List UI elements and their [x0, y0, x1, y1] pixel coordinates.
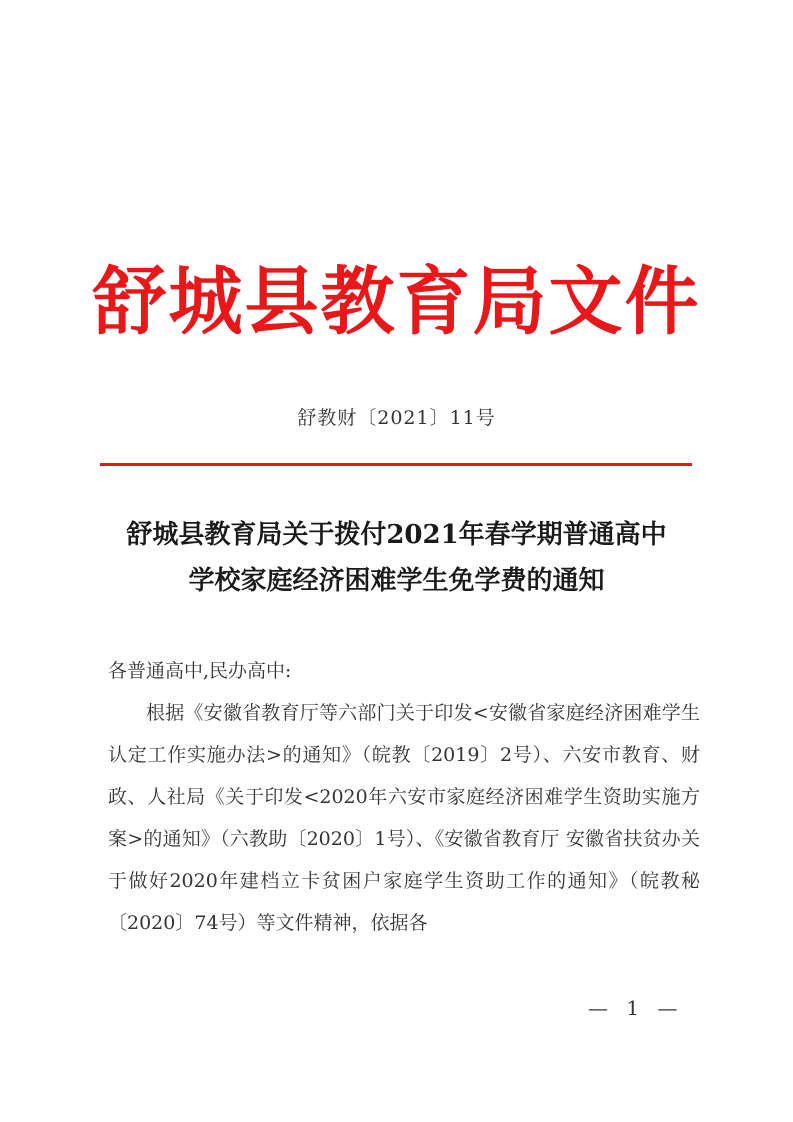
document-number: 舒教财〔2021〕11号 — [297, 407, 496, 429]
title-line-2: 学校家庭经济困难学生免学费的通知 — [188, 566, 605, 596]
title-line-1: 舒城县教育局关于拨付2021年春学期普通高中 — [126, 520, 667, 550]
salutation: 各普通高中,民办高中: — [108, 660, 292, 682]
body-paragraph: 根据《安徽省教育厅等六部门关于印发<安徽省家庭经济困难学生认定工作实施办法>的通知》（皖教〔2019〕2号）、六安市教育、财政、人社局《关于印发<2020年六安市家庭经济困难学生资助实施方案>的通知》（六教助〔2020〕1号）、《安徽省教育厅 安徽省扶贫办关于做好2020年建档立卡贫困户家庭学生资助工作的通知》（皖教秘〔2020〕74号）等文件精神，依据各 — [108, 702, 700, 934]
red-divider-line — [100, 463, 692, 466]
document-masthead: 舒城县教育局文件 — [92, 259, 701, 345]
document-title — [80, 512, 713, 604]
document-body — [108, 650, 700, 944]
page-number: — 1 — — [588, 996, 684, 1020]
